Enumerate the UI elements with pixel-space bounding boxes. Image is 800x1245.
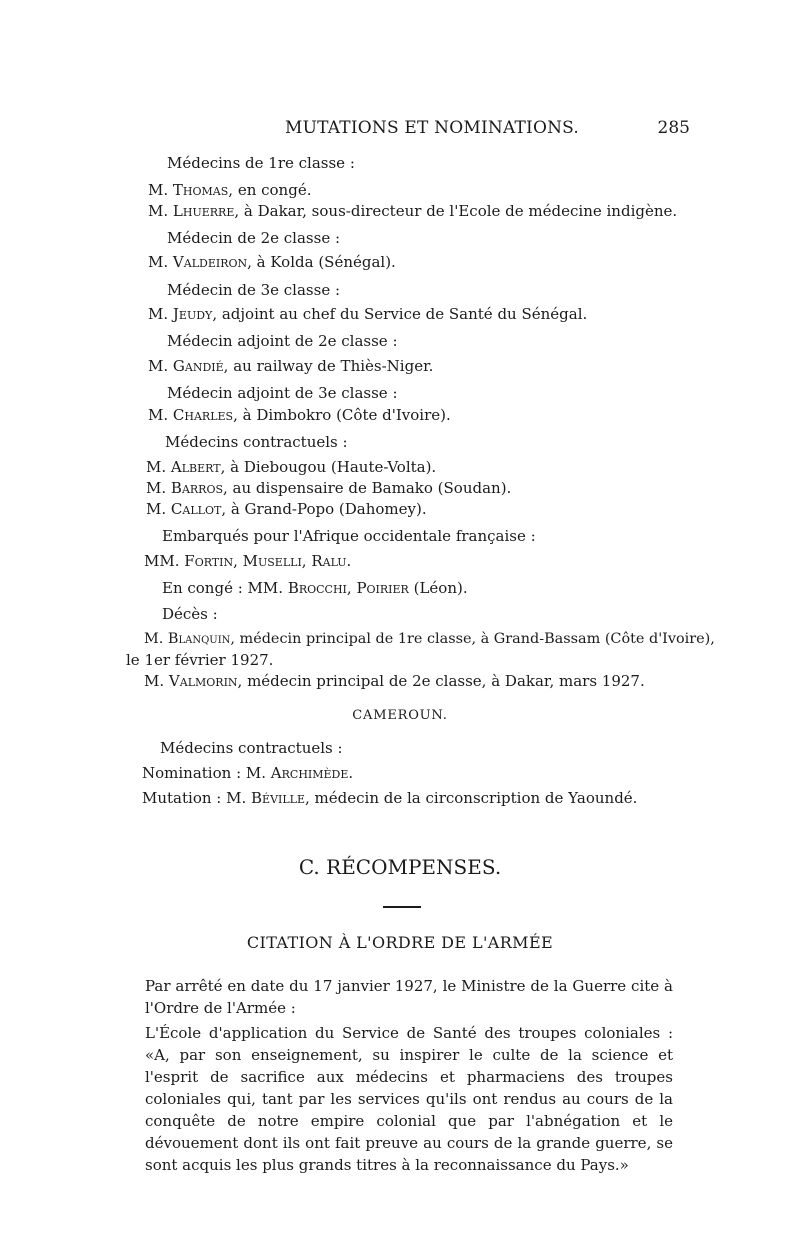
list-item bbox=[148, 201, 677, 221]
line-text: Embarqués pour l'Afrique occidentale française : bbox=[162, 527, 536, 545]
line-text: Médecin adjoint de 3e classe : bbox=[167, 384, 398, 402]
line-text: , à Dakar, sous-directeur de l'Ecole de médecine indigène. bbox=[234, 202, 678, 220]
header-title: MUTATIONS ET NOMINATIONS. bbox=[285, 118, 580, 138]
person-name: Valmorin bbox=[168, 672, 238, 690]
line-text: , à Kolda (Sénégal). bbox=[247, 253, 396, 271]
line-prefix: M. bbox=[144, 631, 164, 647]
list-item bbox=[167, 383, 398, 403]
running-header bbox=[140, 118, 690, 144]
list-item bbox=[162, 604, 218, 624]
person-name: Fortin, Muselli, Ralu bbox=[184, 552, 347, 570]
line-text: (Léon). bbox=[408, 579, 468, 597]
page-number: 285 bbox=[657, 118, 690, 138]
person-name: Brocchi, Poirier bbox=[287, 579, 409, 597]
line-prefix: Mutation : M. bbox=[142, 789, 247, 807]
line-text: , à Dimbokro (Côte d'Ivoire). bbox=[233, 406, 451, 424]
person-name: Archimède bbox=[270, 764, 349, 782]
list-item bbox=[146, 478, 511, 498]
section-title-recompenses: C. RÉCOMPENSES. bbox=[298, 855, 502, 879]
line-text: , en congé. bbox=[228, 181, 312, 199]
person-name: Blanquin bbox=[167, 631, 231, 647]
person-name: Charles bbox=[172, 406, 234, 424]
list-item bbox=[146, 457, 436, 477]
line-prefix: M. bbox=[146, 500, 167, 518]
line-prefix: M. bbox=[148, 202, 169, 220]
list-item bbox=[167, 153, 355, 173]
list-item bbox=[167, 280, 340, 300]
list-item bbox=[146, 499, 427, 519]
list-item bbox=[148, 304, 587, 324]
person-name: Lhuerre bbox=[172, 202, 235, 220]
line-text: Médecins contractuels : bbox=[165, 433, 348, 451]
line-text: , au dispensaire de Bamako (Soudan). bbox=[223, 479, 512, 497]
list-item bbox=[167, 228, 340, 248]
list-item bbox=[144, 671, 645, 691]
line-text: , adjoint au chef du Service de Santé du Sénégal. bbox=[212, 305, 588, 323]
list-item bbox=[162, 526, 536, 546]
list-item bbox=[167, 331, 398, 351]
line-text: . bbox=[346, 552, 352, 570]
list-item bbox=[162, 578, 468, 598]
line-text: , médecin de la circonscription de Yaoundé. bbox=[305, 789, 638, 807]
list-item bbox=[148, 252, 396, 272]
line-text: Médecin de 3e classe : bbox=[167, 281, 341, 299]
person-name: Albert bbox=[170, 458, 221, 476]
paragraph-decree: Par arrêté en date du 17 janvier 1927, le Ministre de la Guerre cite à l'Ordre de l'Armée : bbox=[145, 977, 673, 1017]
line-text: , médecin principal de 1re classe, à Grand-Bassam (Côte d'Ivoire), bbox=[230, 631, 715, 647]
list-item bbox=[142, 788, 637, 808]
line-text: le 1er février 1927. bbox=[126, 651, 274, 669]
list-item bbox=[126, 650, 273, 670]
paragraph-citation: L'École d'application du Service de Santé des troupes coloniales : «A, par son enseignement, su inspirer le culte de la science et l'esprit de sacrifice aux médecins et pharmaciens des troupes coloniales qui, tant par les services qu'ils ont rendus au cours de la conquête de notre empire colonial que par l'abnégation et le dévouement dont ils ont fait preuve au cours de la grande guerre, se sont acquis les plus grands titres à la reconnaissance du Pays.» bbox=[145, 1024, 673, 1174]
line-text: , à Grand-Popo (Dahomey). bbox=[221, 500, 427, 518]
line-text: Médecins contractuels : bbox=[160, 739, 343, 757]
line-prefix: M. bbox=[144, 672, 165, 690]
line-prefix: M. bbox=[148, 253, 169, 271]
list-item bbox=[148, 356, 433, 376]
person-name: Valdeiron bbox=[172, 253, 248, 271]
list-item bbox=[148, 180, 311, 200]
line-text: Médecin de 2e classe : bbox=[167, 229, 341, 247]
person-name: Barros bbox=[170, 479, 224, 497]
line-prefix: Nomination : M. bbox=[142, 764, 267, 782]
line-text: Médecins de 1re classe : bbox=[167, 154, 355, 172]
person-name: Thomas bbox=[172, 181, 229, 199]
list-item bbox=[148, 405, 451, 425]
list-item bbox=[144, 629, 715, 649]
line-text: , à Diebougou (Haute-Volta). bbox=[220, 458, 437, 476]
divider bbox=[383, 906, 421, 908]
line-prefix: M. bbox=[148, 406, 169, 424]
person-name: Béville bbox=[251, 789, 305, 807]
line-text: Médecin adjoint de 2e classe : bbox=[167, 332, 398, 350]
list-item bbox=[144, 551, 351, 571]
person-name: Jeudy bbox=[172, 305, 213, 323]
line-text: Décès : bbox=[162, 605, 218, 623]
line-prefix: En congé : MM. bbox=[162, 579, 284, 597]
citation-heading: CITATION À L'ORDRE DE L'ARMÉE bbox=[246, 933, 554, 952]
line-prefix: M. bbox=[146, 479, 167, 497]
person-name: Gandié bbox=[172, 357, 224, 375]
line-text: . bbox=[348, 764, 354, 782]
line-prefix: M. bbox=[146, 458, 167, 476]
section-heading-cameroun: CAMEROUN. bbox=[352, 708, 448, 723]
line-text: , médecin principal de 2e classe, à Dakar, mars 1927. bbox=[237, 672, 645, 690]
list-item bbox=[142, 763, 353, 783]
line-prefix: MM. bbox=[144, 552, 180, 570]
list-item bbox=[165, 432, 348, 452]
line-prefix: M. bbox=[148, 357, 169, 375]
person-name: Callot bbox=[170, 500, 222, 518]
line-text: , au railway de Thiès-Niger. bbox=[223, 357, 434, 375]
line-prefix: M. bbox=[148, 181, 169, 199]
line-prefix: M. bbox=[148, 305, 169, 323]
list-item bbox=[160, 738, 343, 758]
